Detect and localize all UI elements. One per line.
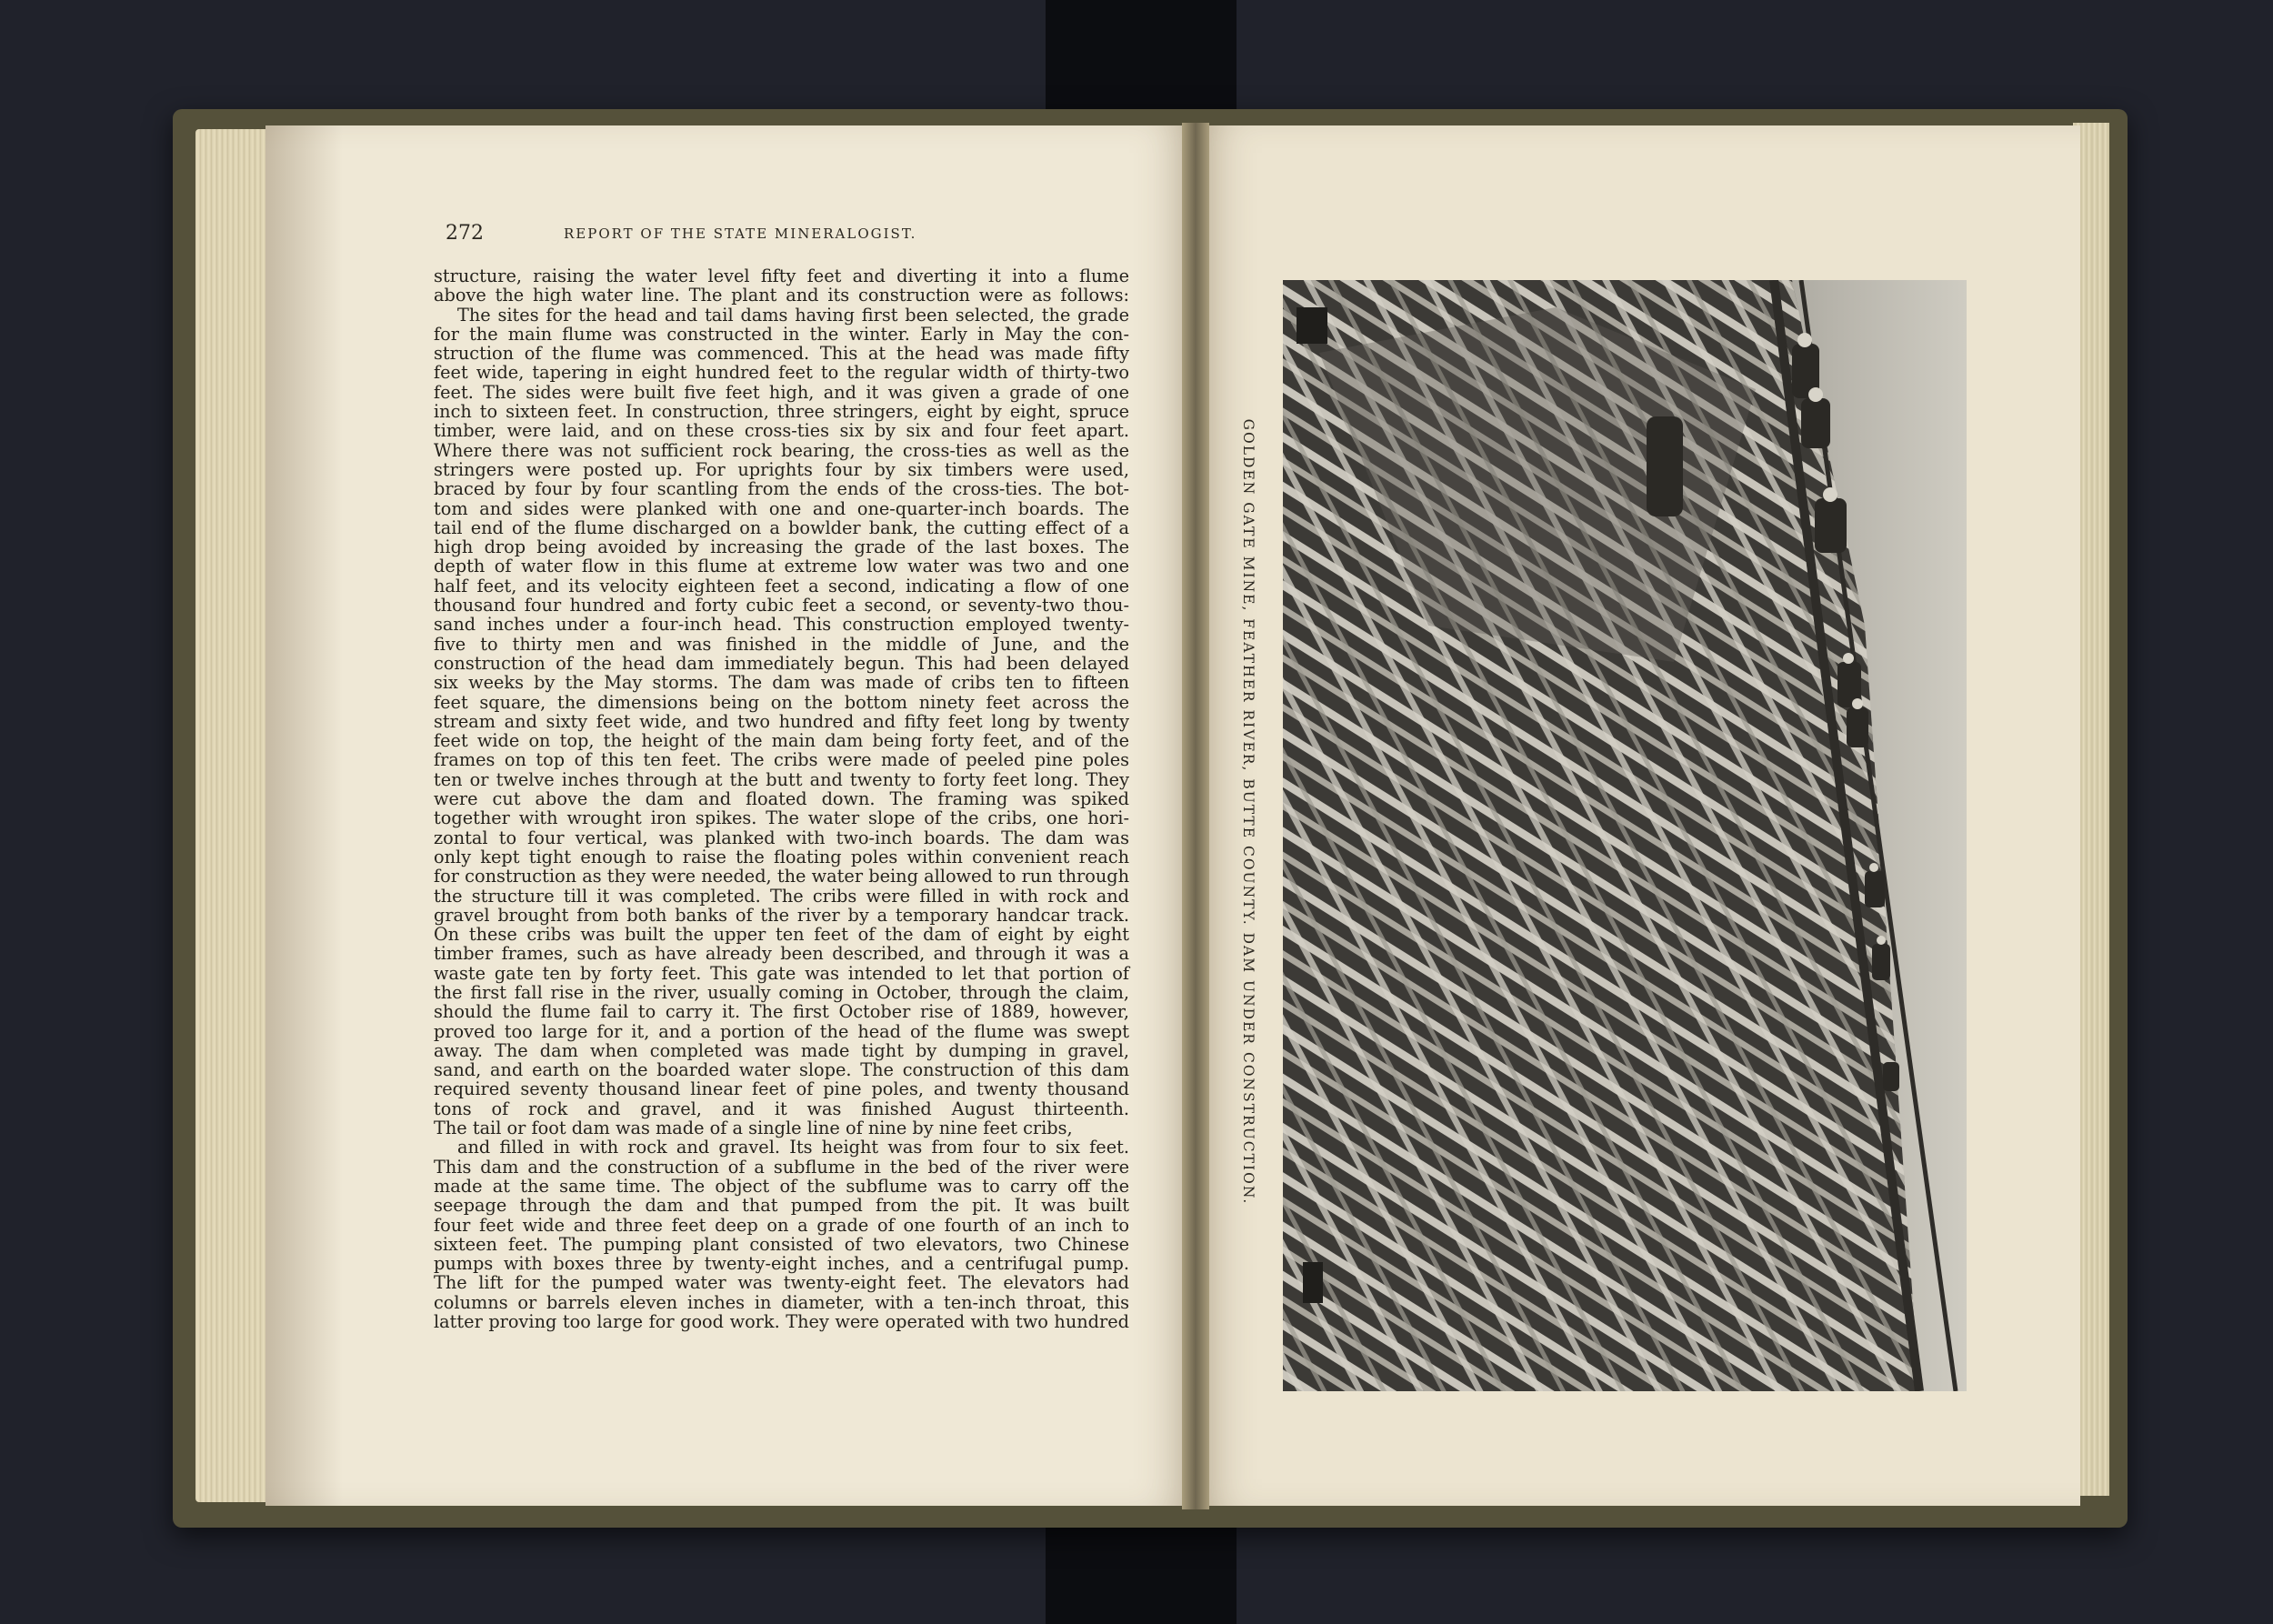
text-line: waste gate ten by forty feet. This gate was intended to let that portion of bbox=[434, 962, 1129, 984]
left-page bbox=[265, 125, 1193, 1506]
text-line: depth of water flow in this flume at extreme low water was two and one bbox=[434, 556, 1129, 577]
text-line: and filled in with rock and gravel. Its height was from four to six feet. bbox=[457, 1137, 1129, 1158]
text-line: construction of the head dam immediately begun. This had been delayed bbox=[434, 652, 1129, 674]
text-line: inch to sixteen feet. In construction, three stringers, eight by eight, spruce bbox=[434, 401, 1129, 423]
plate-caption: GOLDEN GATE MINE, FEATHER RIVER, BUTTE COUNTY. DAM UNDER CONSTRUCTION. bbox=[1240, 418, 1257, 1206]
page-number: 272 bbox=[446, 222, 484, 245]
text-line: feet wide, tapering in eight hundred feet to the regular width of thirty-two bbox=[434, 362, 1129, 384]
text-line: feet wide on top, the height of the main dam being forty feet, and of the bbox=[434, 730, 1129, 752]
text-line: On these cribs was built the upper ten feet of the dam of eight by eight bbox=[434, 924, 1129, 946]
text-line: timber frames, such as have already been described, and through it was a bbox=[434, 943, 1129, 965]
text-line: sand inches under a four-inch head. This construction employed twenty- bbox=[434, 614, 1129, 636]
text-line: away. The dam when completed was made tight by dumping in gravel, bbox=[434, 1039, 1129, 1061]
text-line: four feet wide and three feet deep on a grade of one fourth of an inch to bbox=[434, 1214, 1129, 1236]
text-line: tom and sides were planked with one and one-quarter-inch boards. The bbox=[434, 497, 1129, 519]
text-line: seepage through the dam and that pumped from the pit. It was built bbox=[434, 1195, 1129, 1217]
running-title: REPORT OF THE STATE MINERALOGIST. bbox=[564, 226, 917, 242]
text-line: above the high water line. The plant and its construction were as follows: bbox=[434, 285, 1129, 306]
text-line: for construction as they were needed, the water being allowed to run through bbox=[434, 866, 1129, 887]
text-line: should the flume fail to carry it. The first October rise of 1889, however, bbox=[434, 1001, 1129, 1023]
text-line: tail end of the flume discharged on a bowlder bank, the cutting effect of a bbox=[434, 516, 1129, 538]
text-line: five to thirty men and was finished in the middle of June, and the bbox=[434, 633, 1129, 655]
text-line: braced by four by four scantling from the ends of the cross-ties. The bot- bbox=[434, 478, 1129, 500]
text-line: were cut above the dam and floated down. The framing was spiked bbox=[434, 788, 1129, 810]
text-line: gravel brought from both banks of the river by a temporary handcar track. bbox=[434, 904, 1129, 926]
text-line: feet. The sides were built five feet high, and it was given a grade of one bbox=[434, 381, 1129, 403]
text-line: feet square, the dimensions being on the bottom ninety feet across the bbox=[434, 691, 1129, 713]
text-line: half feet, and its velocity eighteen feet a second, indicating a flow of one bbox=[434, 575, 1129, 596]
text-line: structure, raising the water level fifty feet and diverting it into a flume bbox=[434, 266, 1129, 286]
text-line: together with wrought iron spikes. The water slope of the cribs, one hori- bbox=[434, 807, 1129, 829]
text-line: thousand four hundred and forty cubic feet a second, or seventy-two thou- bbox=[434, 595, 1129, 617]
text-line: required seventy thousand linear feet of pine poles, and twenty thousand bbox=[434, 1078, 1129, 1100]
body-text bbox=[434, 266, 1129, 1331]
text-line: high drop being avoided by increasing the grade of the last boxes. The bbox=[434, 536, 1129, 558]
text-line: latter proving too large for good work. They were operated with two hundred bbox=[434, 1311, 1129, 1333]
text-line: ten or twelve inches through at the butt and twenty to forty feet long. They bbox=[434, 768, 1129, 790]
book-gutter bbox=[1182, 123, 1209, 1509]
text-line: timber, were laid, and on these cross-ties six by six and four feet apart. bbox=[434, 420, 1129, 442]
text-line: made at the same time. The object of the subflume was to carry off the bbox=[434, 1175, 1129, 1197]
text-line: frames on top of this ten feet. The cribs were made of peeled pine poles bbox=[434, 749, 1129, 771]
text-line: stringers were posted up. For uprights four by six timbers were used, bbox=[434, 458, 1129, 480]
text-line: sixteen feet. The pumping plant consisted of two elevators, two Chinese bbox=[434, 1233, 1129, 1255]
text-line: struction of the flume was commenced. This at the head was made fifty bbox=[434, 343, 1129, 365]
dam-photograph-illustration bbox=[1283, 280, 1967, 1391]
text-line: The tail or foot dam was made of a single line of nine by nine feet cribs, bbox=[434, 1118, 1073, 1139]
text-line: Where there was not sufficient rock bearing, the cross-ties as well as the bbox=[434, 439, 1129, 461]
running-head bbox=[446, 222, 1055, 258]
text-line: The sites for the head and tail dams having first been selected, the grade bbox=[457, 304, 1129, 326]
text-line: This dam and the construction of a subflume in the bed of the river were bbox=[434, 1156, 1129, 1178]
text-line: sand, and earth on the boarded water slope. The construction of this dam bbox=[434, 1059, 1129, 1081]
text-line: The lift for the pumped water was twenty-eight feet. The elevators had bbox=[434, 1272, 1129, 1294]
text-line: columns or barrels eleven inches in diameter, with a ten-inch throat, this bbox=[434, 1291, 1129, 1313]
text-line: proved too large for it, and a portion of the head of the flume was swept bbox=[434, 1020, 1129, 1042]
text-line: tons of rock and gravel, and it was finished August thirteenth. bbox=[434, 1098, 1129, 1119]
page-shading bbox=[265, 125, 343, 1506]
right-page bbox=[1198, 125, 2080, 1506]
text-line: zontal to four vertical, was planked with two-inch boards. The dam was bbox=[434, 827, 1129, 848]
text-line: pumps with boxes three by twenty-eight inches, and a centrifugal pump. bbox=[434, 1253, 1129, 1275]
text-line: only kept tight enough to raise the floating poles within convenient reach bbox=[434, 846, 1129, 867]
text-line: the first fall rise in the river, usually coming in October, through the claim, bbox=[434, 981, 1129, 1003]
dam-photograph bbox=[1283, 280, 1967, 1391]
text-line: for the main flume was constructed in the winter. Early in May the con- bbox=[434, 323, 1129, 345]
text-line: stream and sixty feet wide, and two hundred and fifty feet long by twenty bbox=[434, 710, 1129, 732]
text-line: the structure till it was completed. The cribs were filled in with rock and bbox=[434, 885, 1129, 907]
left-page-edges bbox=[195, 129, 268, 1502]
text-line: six weeks by the May storms. The dam was made of cribs ten to fifteen bbox=[434, 672, 1129, 694]
